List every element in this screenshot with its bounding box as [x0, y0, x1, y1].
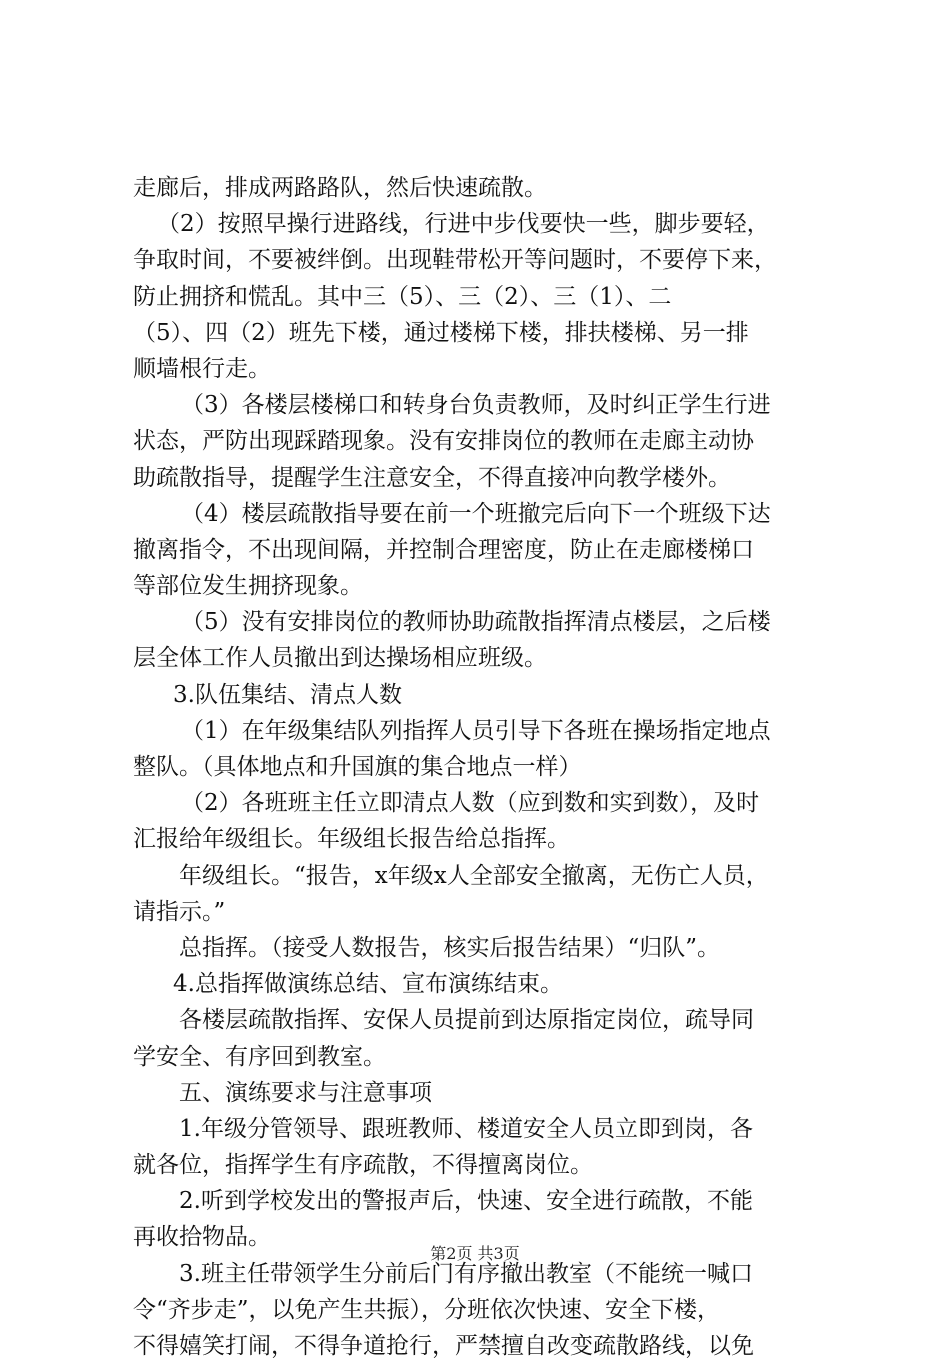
text-line: 就各位，指挥学生有序疏散，不得擅离岗位。	[133, 1152, 593, 1179]
text-line: （4）楼层疏散指导要在前一个班撤完后向下一个班级下达	[181, 500, 771, 527]
text-line: （3）各楼层楼梯口和转身台负责教师，及时纠正学生行进	[181, 392, 771, 419]
text-line: 2.听到学校发出的警报声后，快速、安全进行疏散，不能	[179, 1188, 753, 1215]
text-line: 总指挥。（接受人数报告，核实后报告结果）“归队”。	[179, 934, 721, 961]
text-line: 4.总指挥做演练总结、宣布演练结束。	[173, 971, 563, 998]
text-line: 状态，严防出现踩踏现象。没有安排岗位的教师在走廊主动协	[133, 428, 754, 455]
document-body	[133, 170, 833, 1364]
text-line: 顺墙根行走。	[133, 355, 271, 382]
text-line: 令“齐步走”，以免产生共振），分班依次快速、安全下楼，	[133, 1296, 721, 1323]
text-line: 撤离指令，不出现间隔，并控制合理密度，防止在走廊楼梯口	[133, 536, 754, 563]
text-line: 防止拥挤和慌乱。其中三（5）、三（2）、三（1）、二	[133, 283, 672, 310]
text-line: 五、演练要求与注意事项	[179, 1079, 432, 1106]
text-line: 年级组长。“报告，x年级x人全部安全撤离，无伤亡人员，	[179, 862, 769, 889]
text-line: 汇报给年级组长。年级组长报告给总指挥。	[133, 826, 570, 853]
text-line: 各楼层疏散指挥、安保人员提前到达原指定岗位，疏导同	[179, 1007, 754, 1034]
text-line: 请指示。”	[133, 898, 226, 925]
text-line: 整队。（具体地点和升国旗的集合地点一样）	[133, 754, 582, 780]
text-line: 1.年级分管领导、跟班教师、楼道安全人员立即到岗，各	[179, 1115, 753, 1142]
text-line: 助疏散指导，提醒学生注意安全，不得直接冲向教学楼外。	[133, 464, 731, 491]
text-line: （5）没有安排岗位的教师协助疏散指挥清点楼层，之后楼	[181, 609, 771, 636]
text-line: 走廊后，排成两路路队，然后快速疏散。	[133, 175, 547, 201]
text-line: （1）在年级集结队列指挥人员引导下各班在操场指定地点	[181, 717, 771, 744]
text-line: 3.队伍集结、清点人数	[173, 681, 402, 708]
text-line: 再收拾物品。	[133, 1224, 271, 1251]
text-line: 争取时间，不要被绊倒。出现鞋带松开等问题时，不要停下来，	[133, 247, 777, 274]
text-line: 学安全、有序回到教室。	[133, 1043, 386, 1070]
text-line: 等部位发生拥挤现象。	[133, 573, 363, 600]
text-line: （2）各班班主任立即清点人数（应到数和实到数），及时	[181, 790, 760, 817]
text-line: 层全体工作人员撤出到达操场相应班级。	[133, 645, 547, 672]
page-footer: 第2页 共3页	[430, 1244, 520, 1263]
text-line: （2）按照早操行进路线，行进中步伐要快一些，脚步要轻，	[157, 211, 770, 238]
text-line: （5）、四（2）班先下楼，通过楼梯下楼，排扶楼梯、另一排	[133, 319, 749, 346]
text-line: 不得嬉笑打闹，不得争道抢行，严禁擅自改变疏散路线，以免	[133, 1333, 754, 1359]
text-line: 3.班主任带领学生分前后门有序撤出教室（不能统一喊口	[179, 1260, 753, 1287]
